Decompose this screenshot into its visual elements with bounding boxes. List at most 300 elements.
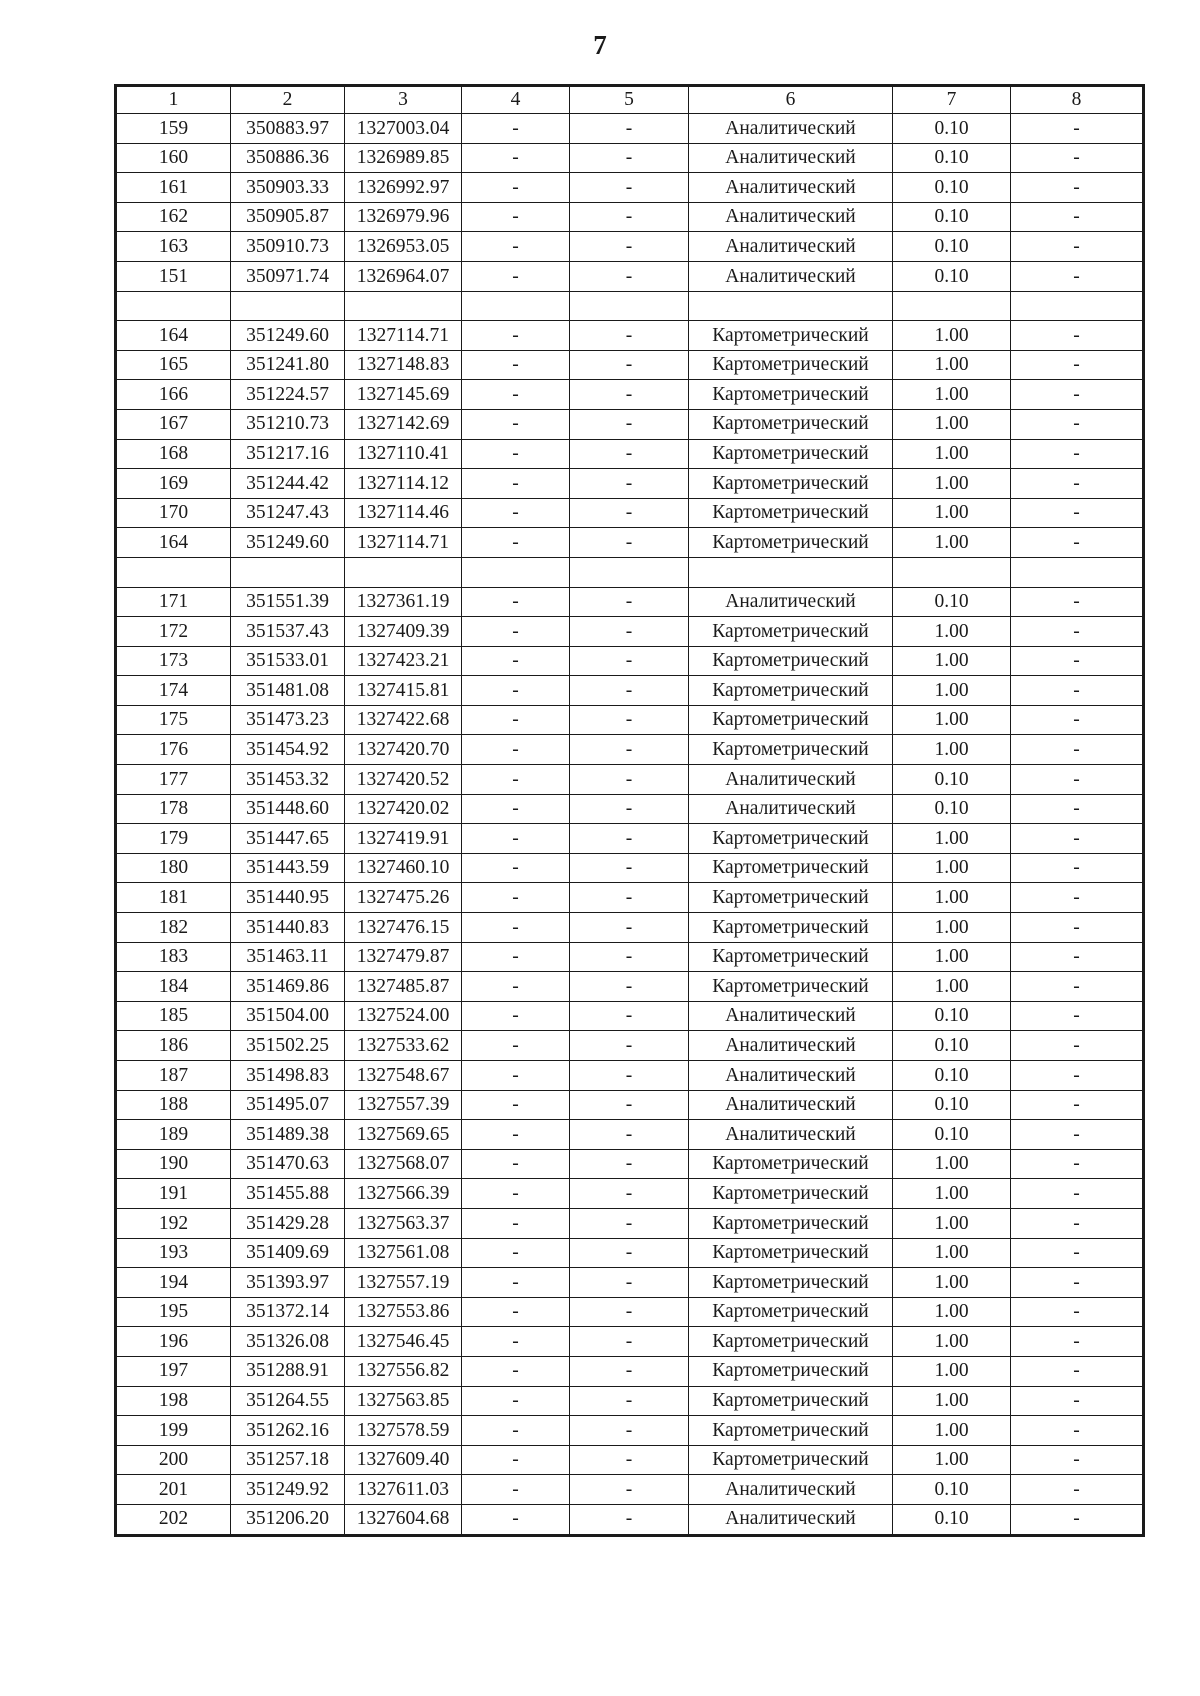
point-number-cell: 189 [116, 1120, 231, 1150]
column-8-cell: - [1011, 1504, 1144, 1535]
x-coordinate-cell: 351393.97 [231, 1268, 345, 1298]
column-8-cell: - [1011, 469, 1144, 499]
column-8-cell: - [1011, 853, 1144, 883]
column-8-cell: - [1011, 1149, 1144, 1179]
x-coordinate-cell: 350883.97 [231, 114, 345, 144]
column-8-cell: - [1011, 1475, 1144, 1505]
column-5-cell: - [570, 942, 689, 972]
column-4-cell: - [462, 1475, 570, 1505]
y-coordinate-cell: 1327609.40 [345, 1445, 462, 1475]
point-number-cell: 196 [116, 1327, 231, 1357]
accuracy-cell: 1.00 [893, 883, 1011, 913]
method-cell: Аналитический [689, 1031, 893, 1061]
column-5-cell: - [570, 1208, 689, 1238]
x-coordinate-cell: 350971.74 [231, 261, 345, 291]
column-8-cell: - [1011, 1386, 1144, 1416]
point-number-cell: 186 [116, 1031, 231, 1061]
x-coordinate-cell: 351470.63 [231, 1149, 345, 1179]
point-number-cell: 191 [116, 1179, 231, 1209]
column-5-cell: - [570, 1475, 689, 1505]
column-8-cell: - [1011, 143, 1144, 173]
x-coordinate-cell: 351372.14 [231, 1297, 345, 1327]
accuracy-cell: 1.00 [893, 321, 1011, 351]
column-8-cell: - [1011, 1031, 1144, 1061]
column-8-cell: - [1011, 765, 1144, 795]
accuracy-cell: 0.10 [893, 261, 1011, 291]
accuracy-cell: 1.00 [893, 380, 1011, 410]
y-coordinate-cell: 1327420.70 [345, 735, 462, 765]
y-coordinate-cell: 1327563.85 [345, 1386, 462, 1416]
table-row [116, 143, 1144, 173]
accuracy-cell: 1.00 [893, 1238, 1011, 1268]
column-4-cell: - [462, 261, 570, 291]
method-cell: Аналитический [689, 1090, 893, 1120]
x-coordinate-cell: 351447.65 [231, 824, 345, 854]
y-coordinate-cell: 1327114.46 [345, 498, 462, 528]
column-header-3: 3 [345, 86, 462, 114]
accuracy-cell: 1.00 [893, 1268, 1011, 1298]
accuracy-cell: 0.10 [893, 1061, 1011, 1091]
table-separator-row [116, 557, 1144, 587]
point-number-cell: 198 [116, 1386, 231, 1416]
x-coordinate-cell: 351533.01 [231, 646, 345, 676]
y-coordinate-cell: 1327110.41 [345, 439, 462, 469]
x-coordinate-cell: 351241.80 [231, 350, 345, 380]
point-number-cell: 181 [116, 883, 231, 913]
point-number-cell: 173 [116, 646, 231, 676]
method-cell: Картометрический [689, 498, 893, 528]
table-row [116, 1416, 1144, 1446]
x-coordinate-cell: 351551.39 [231, 587, 345, 617]
column-8-cell: - [1011, 1208, 1144, 1238]
accuracy-cell: 1.00 [893, 1445, 1011, 1475]
method-cell: Картометрический [689, 1327, 893, 1357]
accuracy-cell: 1.00 [893, 676, 1011, 706]
point-number-cell: 171 [116, 587, 231, 617]
table-row [116, 1475, 1144, 1505]
table-row [116, 765, 1144, 795]
table-row [116, 1031, 1144, 1061]
y-coordinate-cell: 1327361.19 [345, 587, 462, 617]
method-cell: Картометрический [689, 972, 893, 1002]
accuracy-cell: 1.00 [893, 1327, 1011, 1357]
point-number-cell: 170 [116, 498, 231, 528]
column-4-cell [462, 557, 570, 587]
y-coordinate-cell: 1327423.21 [345, 646, 462, 676]
table-row [116, 1001, 1144, 1031]
column-4-cell: - [462, 1179, 570, 1209]
y-coordinate-cell: 1327420.02 [345, 794, 462, 824]
y-coordinate-cell: 1327557.39 [345, 1090, 462, 1120]
column-8-cell: - [1011, 528, 1144, 558]
table-row [116, 1090, 1144, 1120]
method-cell: Картометрический [689, 1179, 893, 1209]
accuracy-cell [893, 557, 1011, 587]
accuracy-cell: 0.10 [893, 1001, 1011, 1031]
table-row [116, 1238, 1144, 1268]
y-coordinate-cell: 1327476.15 [345, 913, 462, 943]
column-4-cell: - [462, 1120, 570, 1150]
accuracy-cell: 1.00 [893, 972, 1011, 1002]
y-coordinate-cell: 1327114.71 [345, 528, 462, 558]
column-5-cell: - [570, 1445, 689, 1475]
method-cell: Картометрический [689, 1297, 893, 1327]
column-header-6: 6 [689, 86, 893, 114]
accuracy-cell: 0.10 [893, 1031, 1011, 1061]
y-coordinate-cell: 1326989.85 [345, 143, 462, 173]
column-8-cell: - [1011, 1179, 1144, 1209]
x-coordinate-cell [231, 557, 345, 587]
column-4-cell: - [462, 1090, 570, 1120]
column-4-cell: - [462, 232, 570, 262]
column-4-cell: - [462, 173, 570, 203]
table-row [116, 853, 1144, 883]
method-cell: Картометрический [689, 469, 893, 499]
column-4-cell: - [462, 469, 570, 499]
table-row [116, 173, 1144, 203]
point-number-cell: 159 [116, 114, 231, 144]
x-coordinate-cell: 351249.60 [231, 528, 345, 558]
column-8-cell: - [1011, 794, 1144, 824]
y-coordinate-cell: 1327557.19 [345, 1268, 462, 1298]
column-5-cell: - [570, 972, 689, 1002]
column-4-cell: - [462, 409, 570, 439]
accuracy-cell: 1.00 [893, 735, 1011, 765]
column-5-cell: - [570, 380, 689, 410]
table-row [116, 587, 1144, 617]
column-5-cell: - [570, 202, 689, 232]
column-4-cell: - [462, 853, 570, 883]
table-row [116, 1356, 1144, 1386]
table-row [116, 705, 1144, 735]
y-coordinate-cell: 1327415.81 [345, 676, 462, 706]
point-number-cell: 188 [116, 1090, 231, 1120]
column-5-cell: - [570, 350, 689, 380]
table-row [116, 1386, 1144, 1416]
accuracy-cell: 0.10 [893, 1475, 1011, 1505]
y-coordinate-cell: 1327569.65 [345, 1120, 462, 1150]
method-cell: Аналитический [689, 1001, 893, 1031]
point-number-cell: 184 [116, 972, 231, 1002]
column-8-cell: - [1011, 1238, 1144, 1268]
y-coordinate-cell: 1327563.37 [345, 1208, 462, 1238]
column-8-cell: - [1011, 1090, 1144, 1120]
point-number-cell: 179 [116, 824, 231, 854]
x-coordinate-cell: 351454.92 [231, 735, 345, 765]
point-number-cell: 174 [116, 676, 231, 706]
column-8-cell: - [1011, 617, 1144, 647]
x-coordinate-cell: 351455.88 [231, 1179, 345, 1209]
table-header-row [116, 86, 1144, 114]
column-4-cell: - [462, 735, 570, 765]
column-5-cell: - [570, 1356, 689, 1386]
point-number-cell: 200 [116, 1445, 231, 1475]
column-5-cell: - [570, 1090, 689, 1120]
column-header-7: 7 [893, 86, 1011, 114]
y-coordinate-cell: 1327566.39 [345, 1179, 462, 1209]
method-cell: Картометрический [689, 735, 893, 765]
point-number-cell: 176 [116, 735, 231, 765]
column-4-cell: - [462, 1386, 570, 1416]
column-8-cell: - [1011, 439, 1144, 469]
column-5-cell: - [570, 232, 689, 262]
point-number-cell: 175 [116, 705, 231, 735]
column-4-cell: - [462, 498, 570, 528]
y-coordinate-cell: 1327479.87 [345, 942, 462, 972]
x-coordinate-cell: 351217.16 [231, 439, 345, 469]
x-coordinate-cell: 351469.86 [231, 972, 345, 1002]
table-row [116, 735, 1144, 765]
column-4-cell: - [462, 1208, 570, 1238]
point-number-cell: 194 [116, 1268, 231, 1298]
column-8-cell: - [1011, 824, 1144, 854]
method-cell: Картометрический [689, 528, 893, 558]
column-4-cell: - [462, 1268, 570, 1298]
column-5-cell: - [570, 1416, 689, 1446]
table-row [116, 913, 1144, 943]
y-coordinate-cell: 1327568.07 [345, 1149, 462, 1179]
accuracy-cell: 0.10 [893, 794, 1011, 824]
table-separator-row [116, 291, 1144, 321]
point-number-cell: 185 [116, 1001, 231, 1031]
column-5-cell [570, 557, 689, 587]
y-coordinate-cell: 1327561.08 [345, 1238, 462, 1268]
accuracy-cell: 0.10 [893, 587, 1011, 617]
method-cell: Картометрический [689, 1386, 893, 1416]
x-coordinate-cell: 351264.55 [231, 1386, 345, 1416]
column-8-cell: - [1011, 261, 1144, 291]
accuracy-cell: 1.00 [893, 350, 1011, 380]
y-coordinate-cell: 1326964.07 [345, 261, 462, 291]
method-cell: Картометрический [689, 1356, 893, 1386]
column-8-cell: - [1011, 232, 1144, 262]
column-5-cell: - [570, 735, 689, 765]
table-row [116, 1297, 1144, 1327]
column-4-cell: - [462, 1031, 570, 1061]
coordinates-table [114, 84, 1145, 1537]
column-header-2: 2 [231, 86, 345, 114]
accuracy-cell: 1.00 [893, 409, 1011, 439]
column-5-cell: - [570, 1001, 689, 1031]
point-number-cell: 192 [116, 1208, 231, 1238]
table-row [116, 1504, 1144, 1535]
method-cell: Картометрический [689, 913, 893, 943]
column-5-cell: - [570, 765, 689, 795]
column-5-cell: - [570, 587, 689, 617]
accuracy-cell: 1.00 [893, 1416, 1011, 1446]
x-coordinate-cell: 350905.87 [231, 202, 345, 232]
table-row [116, 824, 1144, 854]
method-cell: Аналитический [689, 1504, 893, 1535]
y-coordinate-cell: 1327475.26 [345, 883, 462, 913]
column-4-cell: - [462, 942, 570, 972]
column-8-cell: - [1011, 587, 1144, 617]
point-number-cell: 177 [116, 765, 231, 795]
column-5-cell: - [570, 1149, 689, 1179]
x-coordinate-cell: 351249.92 [231, 1475, 345, 1505]
column-8-cell: - [1011, 676, 1144, 706]
column-5-cell: - [570, 1504, 689, 1535]
column-4-cell: - [462, 1416, 570, 1446]
column-8-cell: - [1011, 1001, 1144, 1031]
column-4-cell: - [462, 824, 570, 854]
column-8-cell: - [1011, 114, 1144, 144]
column-4-cell: - [462, 321, 570, 351]
method-cell: Картометрический [689, 646, 893, 676]
column-5-cell: - [570, 913, 689, 943]
y-coordinate-cell: 1327145.69 [345, 380, 462, 410]
column-8-cell: - [1011, 646, 1144, 676]
y-coordinate-cell: 1327548.67 [345, 1061, 462, 1091]
y-coordinate-cell: 1327114.71 [345, 321, 462, 351]
column-8-cell: - [1011, 380, 1144, 410]
table-row [116, 528, 1144, 558]
y-coordinate-cell: 1327524.00 [345, 1001, 462, 1031]
table-row [116, 202, 1144, 232]
column-8-cell: - [1011, 1327, 1144, 1357]
column-header-1: 1 [116, 86, 231, 114]
point-number-cell [116, 557, 231, 587]
column-5-cell: - [570, 1386, 689, 1416]
accuracy-cell: 0.10 [893, 1090, 1011, 1120]
method-cell: Картометрический [689, 1238, 893, 1268]
column-8-cell: - [1011, 942, 1144, 972]
table-row [116, 1149, 1144, 1179]
column-4-cell: - [462, 794, 570, 824]
table-row [116, 380, 1144, 410]
accuracy-cell: 0.10 [893, 143, 1011, 173]
column-8-cell: - [1011, 705, 1144, 735]
table-row [116, 883, 1144, 913]
table-row [116, 114, 1144, 144]
column-8-cell: - [1011, 409, 1144, 439]
column-4-cell: - [462, 765, 570, 795]
x-coordinate-cell: 351498.83 [231, 1061, 345, 1091]
y-coordinate-cell: 1327578.59 [345, 1416, 462, 1446]
accuracy-cell: 0.10 [893, 173, 1011, 203]
column-8-cell: - [1011, 1268, 1144, 1298]
column-4-cell: - [462, 883, 570, 913]
accuracy-cell: 1.00 [893, 528, 1011, 558]
accuracy-cell [893, 291, 1011, 321]
method-cell: Аналитический [689, 143, 893, 173]
x-coordinate-cell: 351257.18 [231, 1445, 345, 1475]
x-coordinate-cell: 351453.32 [231, 765, 345, 795]
accuracy-cell: 1.00 [893, 646, 1011, 676]
column-4-cell: - [462, 1297, 570, 1327]
column-5-cell: - [570, 617, 689, 647]
table-body [116, 86, 1144, 1536]
x-coordinate-cell: 351249.60 [231, 321, 345, 351]
column-5-cell: - [570, 705, 689, 735]
x-coordinate-cell: 351244.42 [231, 469, 345, 499]
y-coordinate-cell: 1327419.91 [345, 824, 462, 854]
point-number-cell: 202 [116, 1504, 231, 1535]
accuracy-cell: 1.00 [893, 824, 1011, 854]
x-coordinate-cell: 351502.25 [231, 1031, 345, 1061]
x-coordinate-cell: 351409.69 [231, 1238, 345, 1268]
column-5-cell: - [570, 1179, 689, 1209]
point-number-cell: 164 [116, 321, 231, 351]
y-coordinate-cell: 1327142.69 [345, 409, 462, 439]
column-5-cell: - [570, 824, 689, 854]
column-8-cell: - [1011, 1061, 1144, 1091]
point-number-cell: 164 [116, 528, 231, 558]
method-cell: Аналитический [689, 114, 893, 144]
column-4-cell: - [462, 913, 570, 943]
column-5-cell [570, 291, 689, 321]
method-cell: Аналитический [689, 794, 893, 824]
accuracy-cell: 0.10 [893, 765, 1011, 795]
column-5-cell: - [570, 1238, 689, 1268]
y-coordinate-cell [345, 291, 462, 321]
table-row [116, 1327, 1144, 1357]
column-4-cell: - [462, 380, 570, 410]
y-coordinate-cell: 1327546.45 [345, 1327, 462, 1357]
column-8-cell: - [1011, 498, 1144, 528]
table-row [116, 646, 1144, 676]
table-row [116, 1179, 1144, 1209]
x-coordinate-cell: 351429.28 [231, 1208, 345, 1238]
point-number-cell: 180 [116, 853, 231, 883]
column-5-cell: - [570, 114, 689, 144]
column-4-cell: - [462, 114, 570, 144]
accuracy-cell: 1.00 [893, 942, 1011, 972]
point-number-cell: 190 [116, 1149, 231, 1179]
accuracy-cell: 1.00 [893, 1297, 1011, 1327]
column-8-cell: - [1011, 972, 1144, 1002]
table-row [116, 321, 1144, 351]
accuracy-cell: 0.10 [893, 114, 1011, 144]
method-cell: Аналитический [689, 1475, 893, 1505]
table-row [116, 1120, 1144, 1150]
column-4-cell: - [462, 1327, 570, 1357]
point-number-cell: 201 [116, 1475, 231, 1505]
x-coordinate-cell: 350886.36 [231, 143, 345, 173]
y-coordinate-cell: 1326953.05 [345, 232, 462, 262]
x-coordinate-cell: 351288.91 [231, 1356, 345, 1386]
method-cell: Картометрический [689, 853, 893, 883]
x-coordinate-cell: 351210.73 [231, 409, 345, 439]
accuracy-cell: 1.00 [893, 1179, 1011, 1209]
table-row [116, 794, 1144, 824]
x-coordinate-cell: 351495.07 [231, 1090, 345, 1120]
point-number-cell: 166 [116, 380, 231, 410]
accuracy-cell: 1.00 [893, 1208, 1011, 1238]
x-coordinate-cell: 351224.57 [231, 380, 345, 410]
point-number-cell: 195 [116, 1297, 231, 1327]
column-5-cell: - [570, 469, 689, 499]
x-coordinate-cell: 351443.59 [231, 853, 345, 883]
method-cell: Картометрический [689, 1445, 893, 1475]
point-number-cell: 172 [116, 617, 231, 647]
column-header-4: 4 [462, 86, 570, 114]
column-8-cell: - [1011, 350, 1144, 380]
accuracy-cell: 1.00 [893, 1149, 1011, 1179]
y-coordinate-cell: 1327485.87 [345, 972, 462, 1002]
column-5-cell: - [570, 528, 689, 558]
y-coordinate-cell: 1327409.39 [345, 617, 462, 647]
method-cell: Аналитический [689, 232, 893, 262]
accuracy-cell: 1.00 [893, 1356, 1011, 1386]
point-number-cell: 151 [116, 261, 231, 291]
y-coordinate-cell: 1327003.04 [345, 114, 462, 144]
column-5-cell: - [570, 883, 689, 913]
column-4-cell: - [462, 646, 570, 676]
point-number-cell: 193 [116, 1238, 231, 1268]
table-row [116, 469, 1144, 499]
column-4-cell: - [462, 1149, 570, 1179]
